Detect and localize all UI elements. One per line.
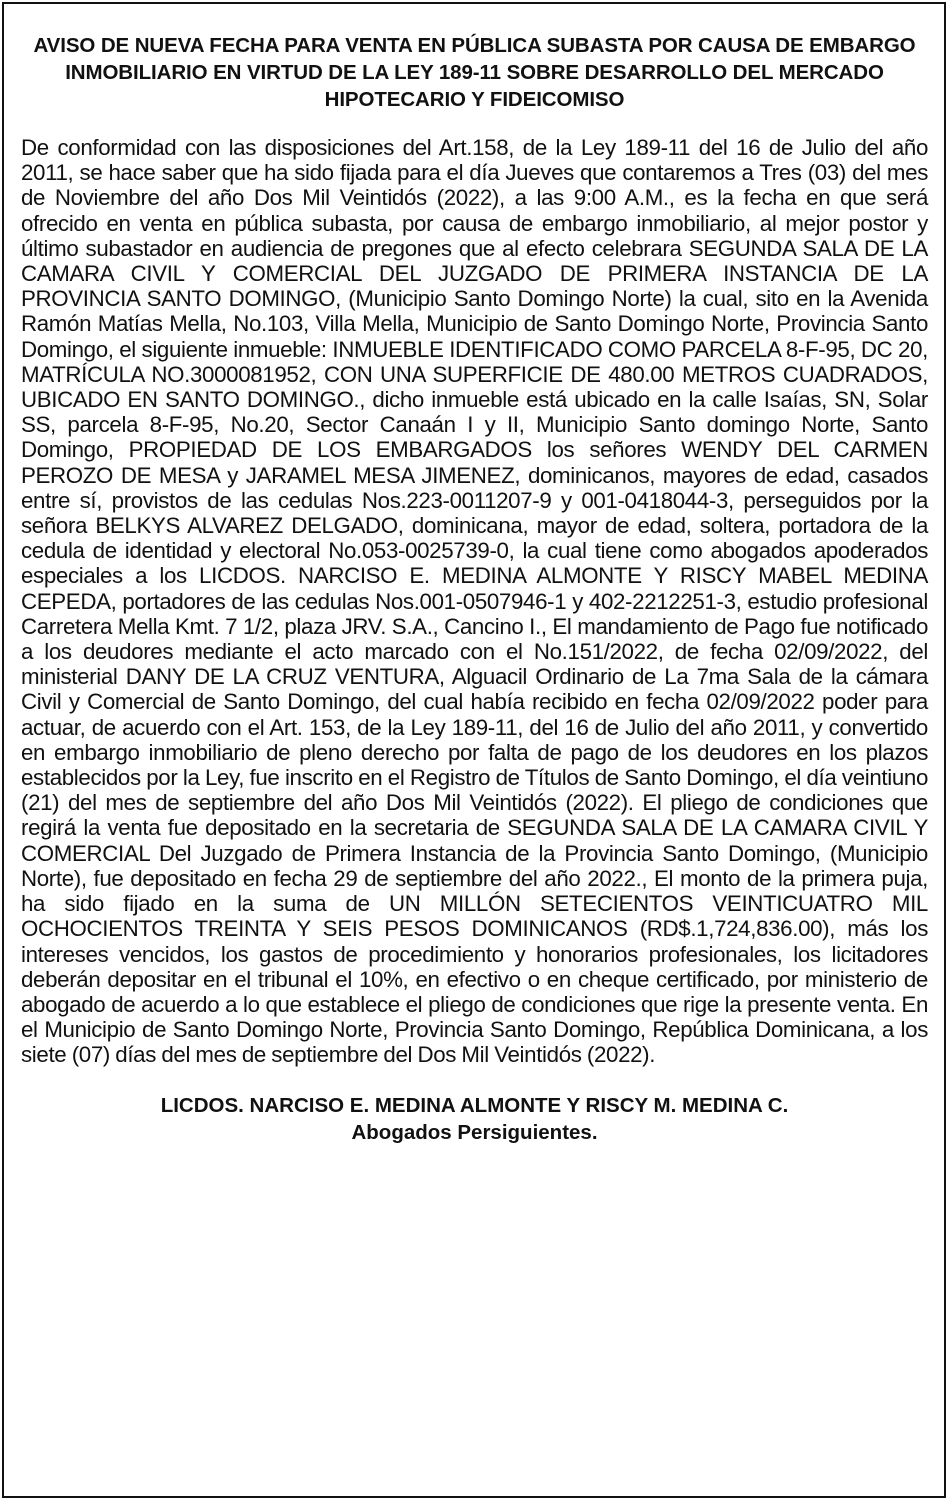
signature-role: Abogados Persiguientes. <box>351 1120 598 1144</box>
notice-title: AVISO DE NUEVA FECHA PARA VENTA EN PÚBLICA SUBASTA POR CAUSA DE EMBARGO INMOBILIARIO EN VIRTUD DE LA LEY 189-11 SOBRE DESARROLLO DEL MERCADO HIPOTECARIO Y FIDEICOMISO <box>33 34 916 111</box>
legal-notice <box>2 2 946 1498</box>
signature-lawyers: LICDOS. NARCISO E. MEDINA ALMONTE Y RISCY M. MEDINA C. <box>160 1093 789 1117</box>
notice-body: De conformidad con las disposiciones del Art.158, de la Ley 189-11 del 16 de Julio del año 2011, se hace saber que ha sido fijada para el día Jueves que contaremos a Tres (03) del mes de Noviembre del año Dos Mil Veintidós (2022), a las 9:00 A.M., es la fecha en que será ofrecido en venta en pública subasta, por causa de embargo inmobiliario, al mejor postor y último subastador en audiencia de pregones que al efecto celebrara SEGUNDA SALA DE LA CAMARA CIVIL Y COMERCIAL DEL JUZGADO DE PRIMERA INSTANCIA DE LA PROVINCIA SANTO DOMINGO, (Municipio Santo Domingo Norte) la cual, sito en la Avenida Ramón Matías Mella, No.103, Villa Mella, Municipio de Santo Domingo Norte, Provincia Santo Domingo, el siguiente inmueble: INMUEBLE IDENTIFICADO COMO PARCELA 8-F-95, DC 20, MATRÍCULA NO.3000081952, CON UNA SUPERFICIE DE 480.00 METROS CUADRADOS, UBICADO EN SANTO DOMINGO., dicho inmueble está ubicado en la calle Isaías, SN, Solar SS, parcela 8-F-95, No.20, Sector Canaán I y II, Municipio Santo domingo Norte, Santo Domingo, PROPIEDAD DE LOS EMBARGADOS los señores WENDY DEL CARMEN PEROZO DE MESA y JARAMEL MESA JIMENEZ, dominicanos, mayores de edad, casados entre sí, provistos de las cedulas Nos.223-0011207-9 y 001-0418044-3, perseguidos por la señora BELKYS ALVAREZ DELGADO, dominicana, mayor de edad, soltera, portadora de la cedula de identidad y electoral No.053-0025739-0, la cual tiene como abogados apoderados especiales a los LICDOS. NARCISO E. MEDINA ALMONTE Y RISCY MABEL MEDINA CEPEDA, portadores de las cedulas Nos.001-0507946-1 y 402-2212251-3, estudio profesional Carretera Mella Kmt. 7 1/2, plaza JRV. S.A., Cancino I., El mandamiento de Pago fue notificado a los deudores mediante el acto marcado con el No.151/2022, de fecha 02/09/2022, del ministerial DANY DE LA CRUZ VENTURA, Alguacil Ordinario de La 7ma Sala de la cámara Civil y Comercial de Santo Domingo, del cual había recibido en fecha 02/09/2022 poder para actuar, de acuerdo con el Art. 153, de la Ley 189-11, del 16 de Julio del año 2011, y convertido en embargo inmobiliario de pleno derecho por falta de pago de los deudores en los plazos establecidos por la Ley, fue inscrito en el Registro de Títulos de Santo Domingo, el día veintiuno (21) del mes de septiembre del año Dos Mil Veintidós (2022). El pliego de condiciones que regirá la venta fue depositado en la secretaria de SEGUNDA SALA DE LA CAMARA CIVIL Y COMERCIAL Del Juzgado de Primera Instancia de la Provincia Santo Domingo, (Municipio Norte), fue depositado en fecha 29 de septiembre del año 2022., El monto de la primera puja, ha sido fijado en la suma de UN MILLÓN SETECIENTOS VEINTICUATRO MIL OCHOCIENTOS TREINTA Y SEIS PESOS DOMINICANOS (RD$.1,724,836.00), más los intereses vencidos, los gastos de procedimiento y honorarios profesionales, los licitadores deberán depositar en el tribunal el 10%, en efectivo o en cheque certificado, por ministerio de abogado de acuerdo a lo que establece el pliego de condiciones que rige la presente venta. En el Municipio de Santo Domingo Norte, Provincia Santo Domingo, República Dominicana, a los siete (07) días del mes de septiembre del Dos Mil Veintidós (2022). <box>21 135 928 1068</box>
signature-block <box>21 1092 928 1146</box>
